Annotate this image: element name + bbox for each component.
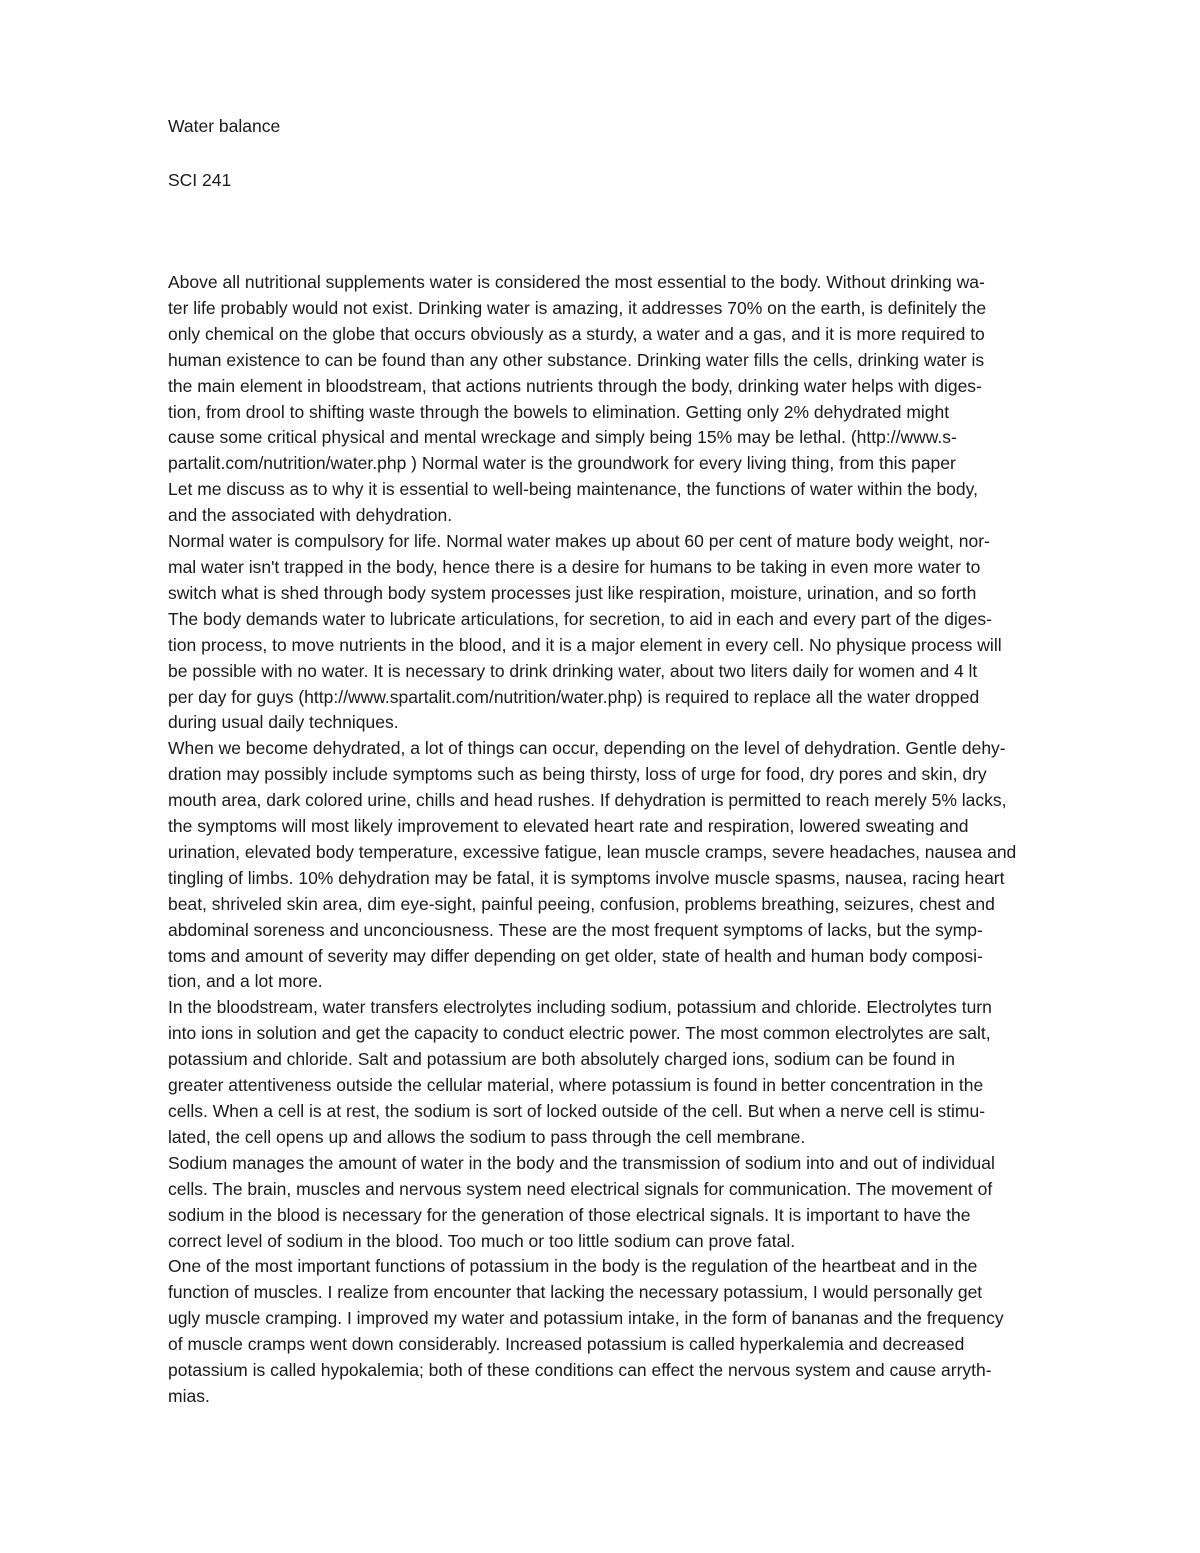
text-line: function of muscles. I realize from encounter that lacking the necessary potassium, I would personally get <box>168 1282 983 1303</box>
text-line: urination, elevated body temperature, excessive fatigue, lean muscle cramps, severe headaches, nausea and <box>168 841 1017 862</box>
text-line: dration may possibly include symptoms such as being thirsty, loss of urge for food, dry pores and skin, dry <box>168 764 987 785</box>
text-line: partalit.com/nutrition/water.php ) Normal water is the groundwork for every living thing, from this paper <box>168 453 956 474</box>
text-line: tion, and a lot more. <box>168 971 323 992</box>
paragraph <box>168 1254 1128 1409</box>
text-line: lated, the cell opens up and allows the sodium to pass through the cell membrane. <box>168 1126 806 1147</box>
document-title: Water balance <box>168 116 281 136</box>
text-line: only chemical on the globe that occurs obviously as a sturdy, a water and a gas, and it is more required to <box>168 323 985 344</box>
document-header <box>168 114 280 192</box>
text-line: cells. When a cell is at rest, the sodium is sort of locked outside of the cell. But when a nerve cell is stimu- <box>168 1101 986 1121</box>
text-line: Above all nutritional supplements water is considered the most essential to the body. Without drinking wa- <box>168 272 985 292</box>
text-line: per day for guys (http://www.spartalit.com/nutrition/water.php) is required to replace all the water dropped <box>168 686 980 707</box>
text-line: and the associated with dehydration. <box>168 505 453 526</box>
paragraph <box>168 1151 1128 1255</box>
text-line: tion, from drool to shifting waste through the bowels to elimination. Getting only 2% dehydrated might <box>168 401 950 422</box>
text-line: The body demands water to lubricate articulations, for secretion, to aid in each and every part of the diges- <box>168 608 992 629</box>
text-line: switch what is shed through body system processes just like respiration, moisture, urination, and so forth <box>168 582 977 603</box>
text-line: during usual daily techniques. <box>168 712 399 733</box>
course-code: SCI 241 <box>168 170 232 190</box>
text-line: greater attentiveness outside the cellular material, where potassium is found in better concentration in the <box>168 1075 984 1096</box>
text-line: the symptoms will most likely improvement to elevated heart rate and respiration, lowered sweating and <box>168 816 969 837</box>
text-line: tion process, to move nutrients in the blood, and it is a major element in every cell. No physique process will <box>168 634 1002 655</box>
text-line: cells. The brain, muscles and nervous system need electrical signals for communication. The movement of <box>168 1178 993 1199</box>
text-line: sodium in the blood is necessary for the generation of those electrical signals. It is important to have the <box>168 1204 971 1225</box>
text-line: tingling of limbs. 10% dehydration may be fatal, it is symptoms involve muscle spasms, nausea, racing heart <box>168 867 1005 888</box>
text-line: ugly muscle cramping. I improved my water and potassium intake, in the form of bananas and the frequency <box>168 1308 1004 1329</box>
text-line: Sodium manages the amount of water in the body and the transmission of sodium into and out of individual <box>168 1152 995 1173</box>
text-line: toms and amount of severity may differ depending on get older, state of health and human body composi- <box>168 945 983 966</box>
text-line: Let me discuss as to why it is essential to well-being maintenance, the functions of water within the body, <box>168 479 978 500</box>
paragraph <box>168 270 1128 529</box>
paragraph <box>168 736 1128 995</box>
text-line: When we become dehydrated, a lot of things can occur, depending on the level of dehydration. Gentle dehy- <box>168 738 1006 759</box>
text-line: beat, shriveled skin area, dim eye-sight, painful peeing, confusion, problems breathing, seizures, chest and <box>168 893 995 914</box>
text-line: In the bloodstream, water transfers electrolytes including sodium, potassium and chloride. Electrolytes turn <box>168 997 992 1018</box>
text-line: Normal water is compulsory for life. Normal water makes up about 60 per cent of mature body weight, nor- <box>168 531 990 552</box>
text-line: of muscle cramps went down considerably. Increased potassium is called hyperkalemia and decreased <box>168 1334 965 1355</box>
text-line: the main element in bloodstream, that actions nutrients through the body, drinking water helps with diges- <box>168 375 982 396</box>
text-line: mias. <box>168 1385 210 1406</box>
text-line: ter life probably would not exist. Drinking water is amazing, it addresses 70% on the earth, is definitely the <box>168 297 987 318</box>
paragraph <box>168 529 1128 736</box>
text-line: cause some critical physical and mental wreckage and simply being 15% may be lethal. (http://www.s- <box>168 427 957 448</box>
text-line: correct level of sodium in the blood. Too much or too little sodium can prove fatal. <box>168 1230 796 1251</box>
paragraph <box>168 995 1128 1150</box>
text-line: be possible with no water. It is necessary to drink drinking water, about two liters daily for women and 4 lt <box>168 660 978 681</box>
text-line: mouth area, dark colored urine, chills and head rushes. If dehydration is permitted to reach merely 5% lacks, <box>168 790 1007 811</box>
text-line: abdominal soreness and unconciousness. These are the most frequent symptoms of lacks, but the symp- <box>168 919 983 940</box>
document-body <box>168 270 1128 1410</box>
text-line: mal water isn't trapped in the body, hence there is a desire for humans to be taking in even more water to <box>168 556 981 577</box>
text-line: One of the most important functions of potassium in the body is the regulation of the heartbeat and in the <box>168 1256 978 1277</box>
text-line: into ions in solution and get the capacity to conduct electric power. The most common electrolytes are salt, <box>168 1023 991 1044</box>
text-line: potassium is called hypokalemia; both of these conditions can effect the nervous system and cause arryth- <box>168 1360 992 1381</box>
text-line: human existence to can be found than any other substance. Drinking water fills the cells, drinking water is <box>168 349 985 370</box>
text-line: potassium and chloride. Salt and potassium are both absolutely charged ions, sodium can be found in <box>168 1049 956 1070</box>
